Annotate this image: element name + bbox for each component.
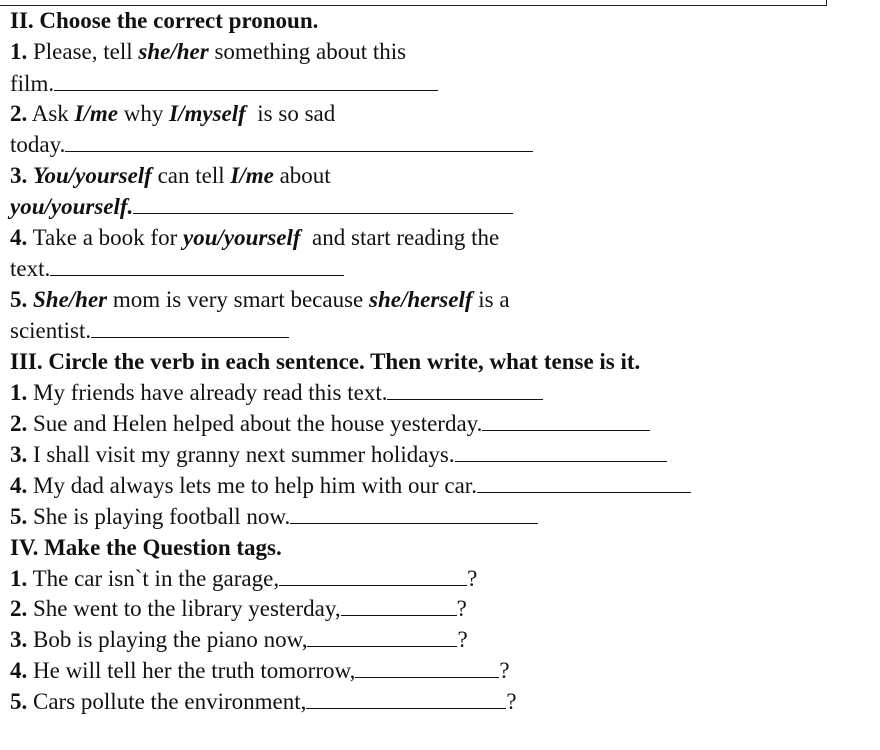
answer-blank[interactable]: [387, 379, 543, 400]
question-mark: ?: [456, 596, 467, 621]
table-right-border: [826, 0, 827, 6]
s3-item-1: 1. My friends have already read this text.: [10, 378, 543, 408]
s4-item-2: 2. She went to the library yesterday, ?: [10, 596, 467, 621]
s2-item-5-line2: scientist.: [10, 316, 289, 346]
answer-blank[interactable]: [133, 193, 513, 214]
answer-blank[interactable]: [477, 472, 691, 493]
s2-item-4-line1: 4. Take a book for you/yourself and start reading the: [10, 225, 500, 250]
item-number: 1.: [10, 39, 28, 64]
answer-blank[interactable]: [50, 255, 344, 276]
answer-blank[interactable]: [341, 595, 457, 616]
pronoun-choice: you/yourself.: [10, 194, 134, 219]
section-3-heading: III. Circle the verb in each sentence. Then write, what tense is it.: [10, 349, 641, 374]
item-number: 4.: [10, 225, 28, 250]
answer-blank[interactable]: [54, 70, 438, 91]
pronoun-choice: I/me: [74, 101, 118, 126]
item-number: 1.: [10, 566, 28, 591]
item-number: 5.: [10, 504, 28, 529]
question-mark: ?: [467, 566, 478, 591]
s4-item-1: 1. The car isn`t in the garage, ?: [10, 566, 478, 591]
s2-item-2-line2: today.: [10, 130, 533, 160]
pronoun-choice: she/herself: [369, 287, 473, 312]
pronoun-choice: you/yourself: [182, 225, 301, 250]
pronoun-choice: I/me: [230, 163, 274, 188]
answer-blank[interactable]: [306, 688, 506, 709]
s4-item-5: 5. Cars pollute the environment, ?: [10, 689, 517, 714]
answer-blank[interactable]: [91, 317, 289, 338]
answer-blank[interactable]: [290, 503, 538, 524]
s3-item-3: 3. I shall visit my granny next summer holidays.: [10, 440, 667, 470]
item-number: 4.: [10, 473, 28, 498]
item-number: 4.: [10, 658, 28, 683]
s4-item-4: 4. He will tell her the truth tomorrow, ?: [10, 658, 510, 683]
s2-item-5-line1: 5. She/her mom is very smart because she/herself is a: [10, 287, 510, 312]
pronoun-choice: I/myself: [169, 101, 246, 126]
s3-item-2: 2. Sue and Helen helped about the house yesterday.: [10, 409, 650, 439]
item-number: 5.: [10, 689, 28, 714]
item-number: 5.: [10, 287, 28, 312]
s2-item-1-line1: 1. Please, tell she/her something about this: [10, 39, 407, 64]
answer-blank[interactable]: [279, 565, 467, 586]
s2-item-4-line2: text.: [10, 254, 344, 284]
s2-item-2-line1: 2. Ask I/me why I/myself is so sad: [10, 101, 336, 126]
answer-blank[interactable]: [482, 410, 650, 431]
pronoun-choice: She/her: [33, 287, 108, 312]
item-number: 3.: [10, 442, 28, 467]
answer-blank[interactable]: [307, 626, 457, 647]
s3-item-4: 4. My dad always lets me to help him with our car.: [10, 471, 691, 501]
s2-item-3-line1: 3. You/yourself can tell I/me about: [10, 163, 331, 188]
s3-item-5: 5. She is playing football now.: [10, 502, 538, 532]
section-2-heading: II. Choose the correct pronoun.: [10, 8, 319, 33]
item-number: 2.: [10, 101, 28, 126]
item-number: 2.: [10, 411, 28, 436]
s2-item-1-line2: film.: [10, 69, 438, 99]
question-mark: ?: [457, 627, 468, 652]
pronoun-choice: You/yourself: [33, 163, 152, 188]
pronoun-choice: she/her: [138, 39, 209, 64]
answer-blank[interactable]: [65, 131, 533, 152]
section-4-heading: IV. Make the Question tags.: [10, 535, 282, 560]
item-number: 3.: [10, 163, 28, 188]
s2-item-3-line2: [10, 192, 513, 222]
item-number: 1.: [10, 380, 28, 405]
answer-blank[interactable]: [355, 657, 499, 678]
question-mark: ?: [499, 658, 510, 683]
question-mark: ?: [506, 689, 517, 714]
item-number: 3.: [10, 627, 28, 652]
answer-blank[interactable]: [455, 441, 667, 462]
s4-item-3: 3. Bob is playing the piano now, ?: [10, 627, 468, 652]
item-number: 2.: [10, 596, 28, 621]
